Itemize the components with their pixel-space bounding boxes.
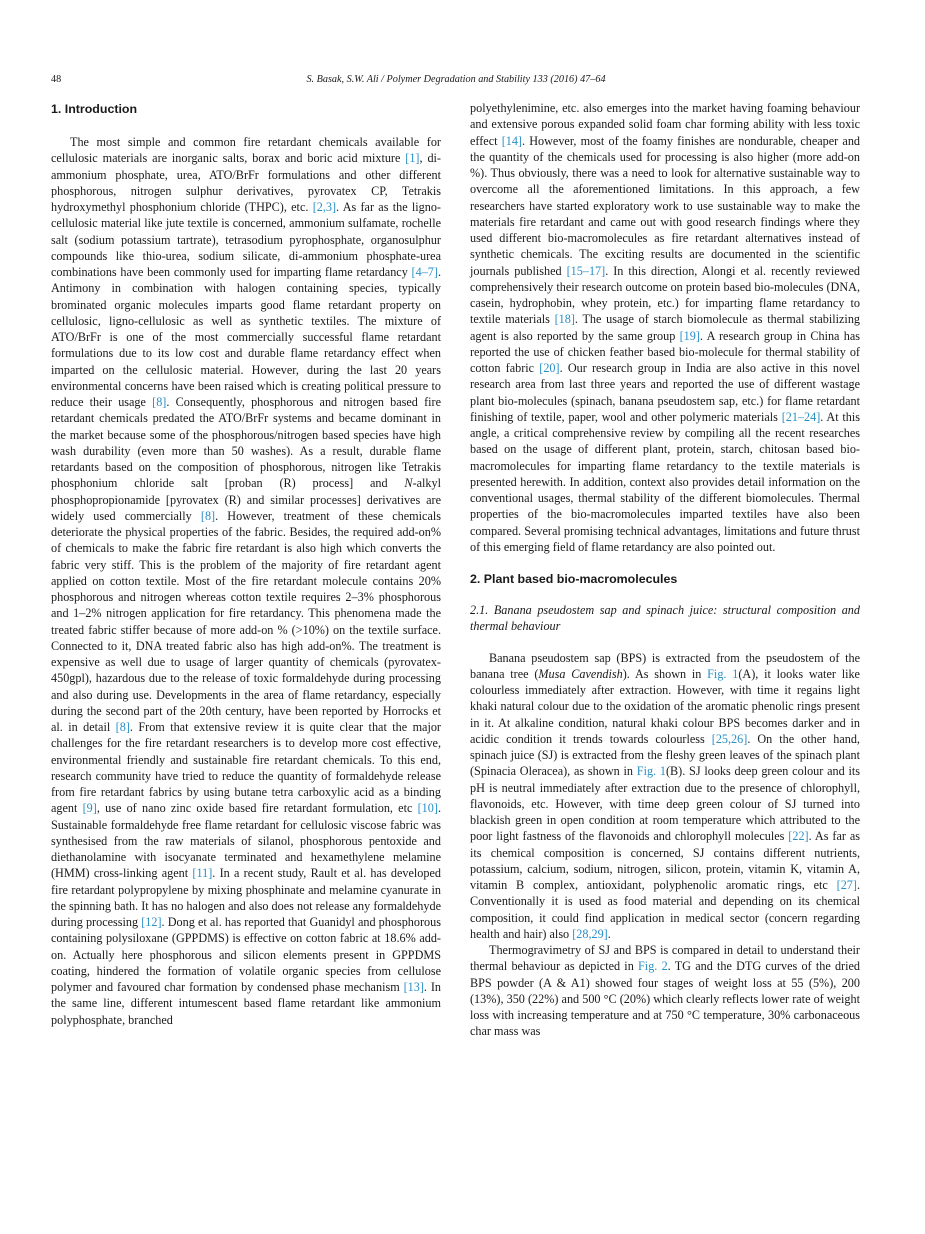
body-text: . Conventionally it is used as food material and depending on its chemical composition, it could find application in medical sector (concern regarding health and hair) also xyxy=(470,878,860,941)
body-text: . As far as its chemical composition is concerned, SJ contains different nutrients, potassium, calcium, sodium, nitrogen, silicon, protein, vitamin K, vitamin A, vitamin B complex, antioxidant, polyphenolic aromatic rings, etc xyxy=(470,829,860,892)
body-text: . Dong et al. has reported that Guanidyl and phosphorous containing polysiloxane (GPPDMS) is effective on cotton fabric at 18.6% add-on. Actually here phosphorous and silicon elements present in GPPDMS coating, hindered the formation of volatile organic species from cellulose polymer and favoured char formation by condensed phase mechanism xyxy=(51,915,441,994)
body-text: . Consequently, phosphorous and nitrogen based fire retardant chemicals predated the ATO/BrFr systems and became dominant in the market because some of the phosphorous/nitrogen based species have high wash durability (even more than 50 washes). As a result, durable flame retardants based on the composition of phosphorous, nitrogen like Tetrakis phosphonium chloride salt [proban (R) process] and xyxy=(51,395,441,491)
left-column xyxy=(51,100,441,1028)
body-text: . In a recent study, Rault et al. has developed fire retardant polypropylene by mixing phosphinate and melamine cyanurate in the spinning bath. It has no halogen and also does not release any formaldehyde during processing xyxy=(51,866,441,929)
citation-link[interactable]: [14] xyxy=(501,133,522,148)
body-text: . At this angle, a critical comprehensive review by compiling all the recent researches based on the usage of different plant, protein, starch, chitosan based bio-macromolecules for imparting flame retardancy to the textile materials is presented herewith. In addition, context also provides detail information on the conventional usages, thermal stability of the different biomolecules. Thermal properties of the bio-macromolecules imparted textiles have also been compared. Several promising technical advantages, limitations and future thrust of this emerging field of flame retardancy are also pointed out. xyxy=(470,409,860,554)
section-title-plant-based: 2. Plant based bio-macromolecules xyxy=(470,572,678,586)
body-text: The most simple and common fire retardant chemicals available for cellulosic materials are inorganic salts, borax and boric acid mixture xyxy=(51,135,441,166)
italic-text: Musa Cavendish xyxy=(538,666,623,681)
body-text: . However, treatment of these chemicals deteriorate the physical properties of the fabric. Besides, the required add-on% of chemicals to make the fabric fire retardant is also high which converts the fabric very stiff. This is the problem of the majority of fire retardant agent applied on cotton textile. Most of the fire retardant molecule contains 20% phosphorous and nitrogen whereas cotton textile requires 2–3% phosphorous and 1–2% nitrogen application for fire retardancy. This phenomena made the treated fabric stiffer because of more add-on % (>10%) on the textile surface. Connected to it, DNA treated fabric also has high add-on%. The treatment is expensive as well due to usage of larger quantity of chemicals (pyrovatex-450gpl), hazardous due to the release of toxic formaldehyde during processing and also during use. Developments in the area of flame retardancy, especially during the second part of the 20th century, have been reported by Horrocks et al. in detail xyxy=(51,508,441,734)
body-text: . From that extensive review it is quite clear that the major challenges for the fire retardant researchers is to develop more cost effective, environmental friendly and sustainable fire retardant chemicals. To this end, research community have tried to reduce the quantity of formaldehyde release from fire retardant fabrics by using butane tetra carboxylic acid as a binding agent xyxy=(51,720,441,816)
citation-link[interactable]: [1] xyxy=(405,151,420,166)
body-text: . In this direction, Alongi et al. recently reviewed comprehensively their research outcome on protein based bio-molecules (DNA, casein, hydrophobin, whey protein, etc.) for imparting flame retardancy to textile materials xyxy=(470,263,860,327)
body-text: (A), it looks water like colourless immediately after extraction. However, with time it regains light khaki natural colour due to the oxidation of the aromatic phenolic rings present in it. At alkaline condition, natural khaki colour BPS becomes darker and in acidic condition it trends towards colourless xyxy=(470,666,860,746)
citation-link[interactable]: [12] xyxy=(141,915,162,929)
citation-link[interactable]: [22] xyxy=(788,829,809,844)
citation-link[interactable]: [2,3] xyxy=(312,200,337,214)
body-text: . TG and the DTG curves of the dried BPS powder (A & A1) showed four stages of weight loss at 55 (5%), 200 (13%), 350 (22%) and 500 °C (20%) which clearly reflects lower rate of weight loss with increasing temperature and at 750 °C temperature, 30% carbonaceous char mass was xyxy=(470,959,861,1039)
body-text: . Our research group in India are also active in this novel research area from last three years and reported the use of different wastage plant bio-molecules (spinach, banana pseudostem sap, etc.) for flame retardant finishing of textile, paper, wool and other polymeric materials xyxy=(470,361,860,424)
citation-link[interactable]: [4–7] xyxy=(411,265,438,279)
body-text: . However, most of the foamy finishes are nondurable, cheaper and the quantity of the chemicals used for processing is also higher (more add-on %). Thus obviously, there was a need to look for alternative sustainable way to overcome all the aforementioned limitations. In this approach, a few researchers have started exploratory work to use sustainable way to make the materials fire retardant and came out with good research findings where they used different bio-macromolecules as fire retardant alternatives instead of synthetic chemicals. The exciting results are documented in the scientific journals published xyxy=(470,133,861,278)
body-text: Banana pseudostem sap (BPS) is extracted from the pseudostem of the banana tree ( xyxy=(470,650,860,681)
citation-link[interactable]: [13] xyxy=(403,980,424,994)
body-text: polyethylenimine, etc. also emerges into the market having foaming behaviour and extensive porous expanded solid foam char forming ability with less toxic effect xyxy=(470,101,860,148)
paragraph-banana-spinach xyxy=(470,650,860,943)
body-text: -alkyl phosphopropionamide [pyrovatex (R) and similar processes] derivatives are widely used commercially xyxy=(51,476,441,523)
body-text: . xyxy=(607,926,611,941)
citation-link[interactable]: [25,26] xyxy=(711,731,748,746)
page-number: 48 xyxy=(51,74,62,85)
citation-link[interactable]: Fig. 1 xyxy=(707,666,739,681)
italic-text: N xyxy=(404,476,413,491)
citation-link[interactable]: [11] xyxy=(192,866,213,881)
body-text: Thermogravimetry of SJ and BPS is compared in detail to understand their thermal behaviour as depicted in xyxy=(470,943,860,974)
citation-link[interactable]: [15–17] xyxy=(566,263,606,278)
body-text: ). As shown in xyxy=(622,666,708,681)
page-header xyxy=(51,72,861,88)
citation-link[interactable]: [8] xyxy=(115,720,130,734)
citation-link[interactable]: [19] xyxy=(679,328,700,343)
body-text: . In the same line, different intumescent based flame retardant like ammonium polyphosphate, branched xyxy=(51,980,441,1027)
citation-link[interactable]: [20] xyxy=(539,361,560,375)
body-text: . A research group in China has reported the use of chicken feather based bio-molecule for thermal stability of cotton fabric xyxy=(470,328,861,375)
paragraph-thermogravimetry xyxy=(470,942,860,1040)
citation-link[interactable]: [9] xyxy=(82,801,97,816)
body-text: . Antimony in combination with halogen containing species, typically brominated organic molecules imparts good flame retardant property on cellulosic, ligno-cellulosic as well as synthetic textiles. The mixture of ATO/BrFr is one of the most commercially successful flame retardant formulations due to its low cost and durable flame retardancy effect when imparted on the cellulosic material. However, during the last 20 years environmental concerns have been raised which is creating political pressure to reduce their usage xyxy=(51,265,441,409)
body-text: , use of nano zinc oxide based fire retardant formulation, etc xyxy=(96,801,418,816)
body-text: . As far as the ligno-cellulosic material like jute textile is concerned, ammonium sulfamate, rochelle salt (sodium potassium tartrate), tetrasodium pyrophosphate, organosulphur compounds like thio-urea, sodium silicate, di-ammonium phosphate-urea combinations have been commonly used for imparting flame retardancy xyxy=(51,200,441,279)
citation-link[interactable]: Fig. 2 xyxy=(638,959,668,974)
right-column xyxy=(470,100,860,1040)
citation-link[interactable]: [10] xyxy=(417,801,438,816)
citation-link[interactable]: [27] xyxy=(836,878,857,892)
citation-link[interactable]: [8] xyxy=(200,508,216,523)
citation-link[interactable]: [18] xyxy=(554,312,575,327)
body-text: . Sustainable formaldehyde free flame retardant for cellulosic viscose fabric was synthesised from the raw materials of silanol, phosphorous pentoxide and diethanolamine with isocyanate terminated and hexamethylene melamine (HMM) cross-linking agent xyxy=(51,801,441,881)
citation-link[interactable]: Fig. 1 xyxy=(636,764,666,779)
subsection-title-2-1: 2.1. Banana pseudostem sap and spinach juice: structural composition and thermal behaviour xyxy=(470,603,860,634)
citation-link[interactable]: [21–24] xyxy=(781,409,821,424)
body-text: . On the other hand, spinach juice (SJ) is extracted from the fleshy green leaves of the spinach plant (Spinacia Oleracea), as shown in xyxy=(470,731,860,779)
introduction-paragraph-part1 xyxy=(51,134,441,1028)
introduction-paragraph-part2 xyxy=(470,100,860,555)
running-title: S. Basak, S.W. Ali / Polymer Degradation and Stability 133 (2016) 47–64 xyxy=(306,74,606,85)
citation-link[interactable]: [28,29] xyxy=(572,926,608,941)
section-title-introduction: 1. Introduction xyxy=(51,102,138,116)
body-text: . The usage of starch biomolecule as thermal stabilizing agent is also reported by the same group xyxy=(470,312,860,343)
citation-link[interactable]: [8] xyxy=(152,395,167,409)
body-text: (B). SJ looks deep green colour and its pH is neutral immediately after extraction due to the presence of chlorophyll, flavonoids, etc. However, with time deep green colour of SJ turned into blackish green in open condition at room temperature which attributed to the poor light fastness of the flavonoids and chlorophyll molecules xyxy=(470,764,860,844)
body-text: , di-ammonium phosphate, urea, ATO/BrFr formulations and other different phosphorous, nitrogen sulphur derivatives, pyrovatex CP, Tetrakis hydroxymethyl phosphonium chloride (THPC), etc. xyxy=(51,151,441,214)
